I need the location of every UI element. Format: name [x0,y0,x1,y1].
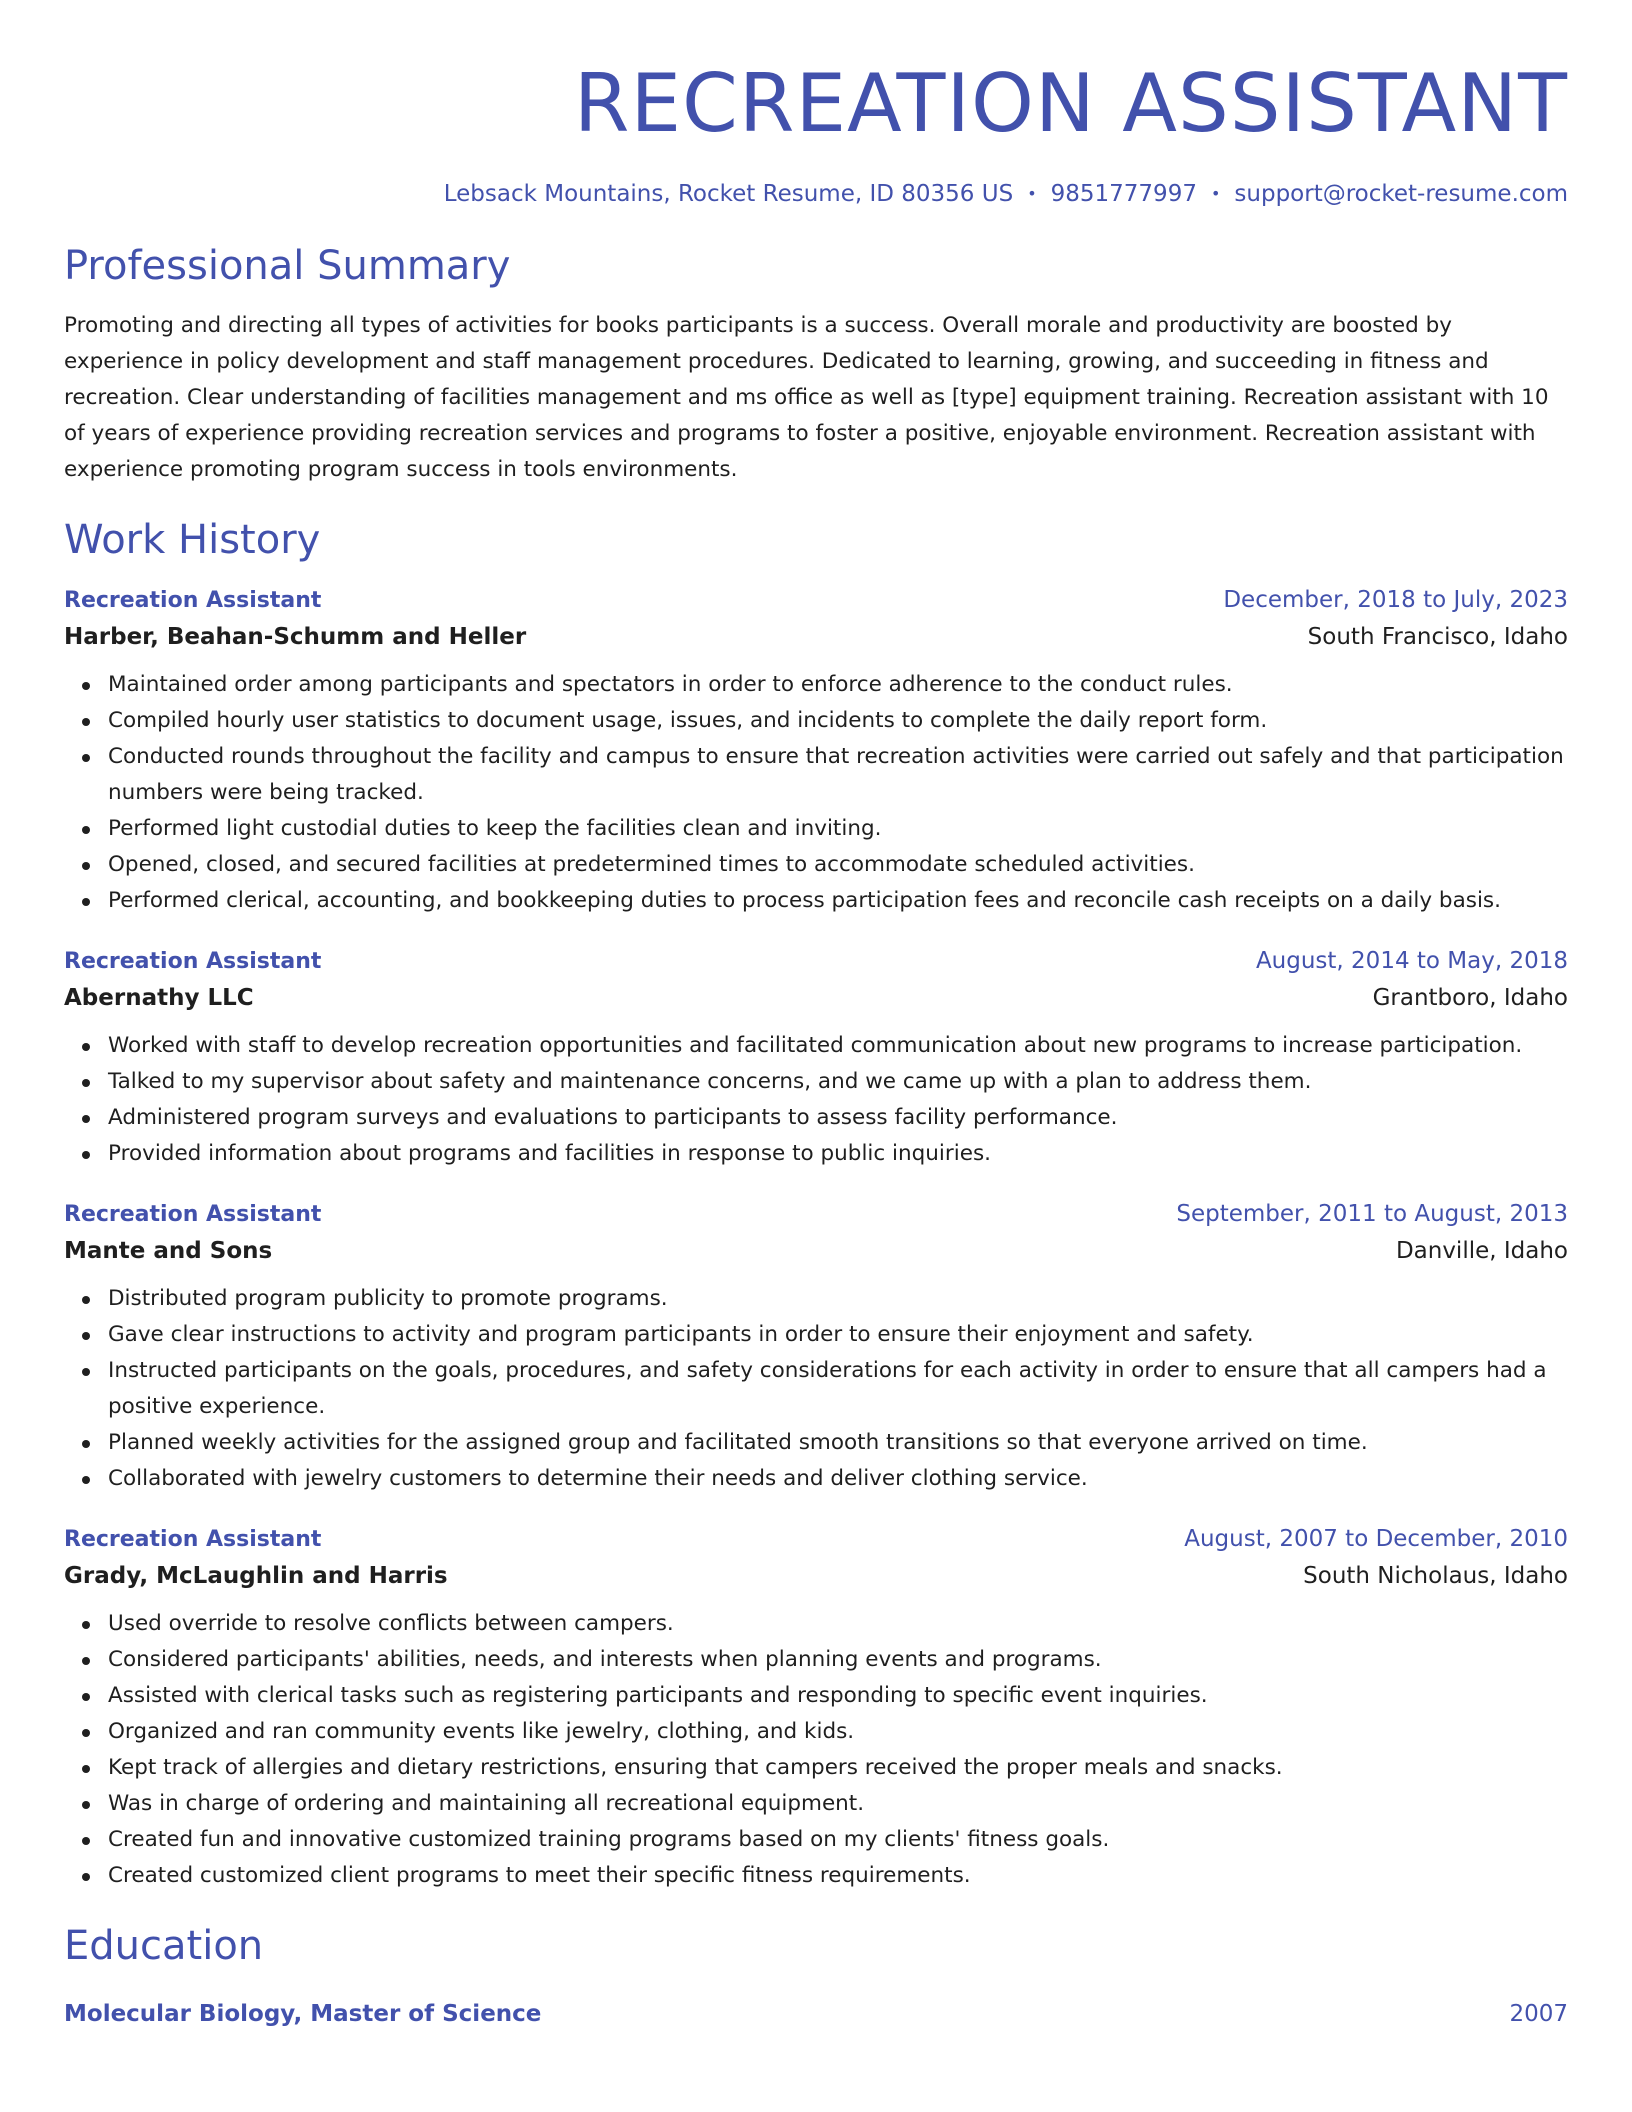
job-duty-item: Opened, closed, and secured facilities at predetermined times to accommodate scheduled activities. [108,847,1568,883]
job-duty-item: Collaborated with jewelry customers to determine their needs and deliver clothing service. [108,1461,1568,1497]
job-entry [64,584,1568,919]
job-duty-item: Compiled hourly user statistics to document usage, issues, and incidents to complete the daily report form. [108,703,1568,739]
job-duties-list [64,667,1568,919]
job-title: Recreation Assistant [64,1527,322,1552]
contact-separator: • [1210,184,1221,203]
job-duty-item: Performed clerical, accounting, and bookkeeping duties to process participation fees and reconcile cash receipts on a daily basis. [108,883,1568,919]
job-duty-item: Conducted rounds throughout the facility and campus to ensure that recreation activities were carried out safely and that participation numbers were being tracked. [108,739,1568,811]
job-company: Abernathy LLC [64,985,254,1011]
job-duty-item: Gave clear instructions to activity and program participants in order to ensure their enjoyment and safety. [108,1317,1568,1353]
job-duty-item: Maintained order among participants and spectators in order to enforce adherence to the conduct rules. [108,667,1568,703]
job-dates: August, 2014 to May, 2018 [1255,948,1568,974]
contact-email[interactable]: support@rocket-resume.com [1234,181,1568,207]
job-company-row [64,617,1568,657]
summary-heading: Professional Summary [64,243,511,289]
job-duty-item: Provided information about programs and facilities in response to public inquiries. [108,1136,1568,1172]
resume-title: RECREATION ASSISTANT [573,57,1568,150]
job-duty-item: Considered participants' abilities, needs, and interests when planning events and programs. [108,1642,1568,1678]
job-duty-item: Administered program surveys and evaluations to participants to assess facility performance. [108,1100,1568,1136]
resume-page [64,0,1568,2030]
job-location: South Nicholaus, Idaho [1303,1563,1568,1589]
job-dates: September, 2011 to August, 2013 [1176,1201,1568,1227]
education-degree: Molecular Biology, Master of Science [64,2001,542,2027]
job-duty-item: Used override to resolve conflicts between campers. [108,1606,1568,1642]
summary-text: Promoting and directing all types of activities for books participants is a success. Overall morale and productivity are boosted by experience in policy development and staff management procedures. Dedicated to learning, growing, and succeeding in fitness and recreation. Clear understanding of facilities management and ms office as well as [type] equipment training. Recreation assistant with 10 of years of experience providing recreation services and programs to foster a positive, enjoyable environment. Recreation assistant with experience promoting program success in tools environments. [64,313,1549,482]
job-duty-item: Distributed program publicity to promote programs. [108,1281,1568,1317]
work-history-heading: Work History [64,517,321,563]
job-duty-item: Organized and ran community events like jewelry, clothing, and kids. [108,1714,1568,1750]
education-entry [64,1998,1568,2030]
contact-address: Lebsack Mountains, Rocket Resume, ID 80356 US [443,181,1014,207]
job-company-row [64,1556,1568,1596]
job-title: Recreation Assistant [64,1202,322,1227]
job-header-row [64,1198,1568,1231]
job-title: Recreation Assistant [64,949,322,974]
job-dates: December, 2018 to July, 2023 [1223,587,1568,613]
job-duties-list [64,1281,1568,1497]
job-duty-item: Created fun and innovative customized training programs based on my clients' fitness goals. [108,1822,1568,1858]
job-title: Recreation Assistant [64,588,322,613]
education-heading: Education [64,1923,264,1969]
job-duty-item: Was in charge of ordering and maintaining all recreational equipment. [108,1786,1568,1822]
job-company-row [64,1231,1568,1271]
job-duty-item: Planned weekly activities for the assigned group and facilitated smooth transitions so that everyone arrived on time. [108,1425,1568,1461]
job-duty-item: Worked with staff to develop recreation opportunities and facilitated communication about new programs to increase participation. [108,1028,1568,1064]
contact-line [64,178,1568,210]
job-location: Danville, Idaho [1395,1238,1568,1264]
job-duty-item: Instructed participants on the goals, procedures, and safety considerations for each activity in order to ensure that all campers had a positive experience. [108,1353,1568,1425]
job-header-row [64,584,1568,617]
job-entry [64,1198,1568,1497]
job-duties-list [64,1028,1568,1172]
job-duty-item: Kept track of allergies and dietary restrictions, ensuring that campers received the proper meals and snacks. [108,1750,1568,1786]
job-entry [64,945,1568,1172]
job-duty-item: Talked to my supervisor about safety and maintenance concerns, and we came up with a plan to address them. [108,1064,1568,1100]
job-location: Grantboro, Idaho [1372,985,1568,1011]
job-company: Grady, McLaughlin and Harris [64,1563,448,1589]
job-company-row [64,978,1568,1018]
job-dates: August, 2007 to December, 2010 [1184,1526,1568,1552]
job-entry [64,1523,1568,1894]
job-duty-item: Assisted with clerical tasks such as registering participants and responding to specific event inquiries. [108,1678,1568,1714]
work-history-list [64,584,1568,1894]
job-duty-item: Created customized client programs to meet their specific fitness requirements. [108,1858,1568,1894]
job-header-row [64,945,1568,978]
education-year: 2007 [1509,2001,1568,2027]
job-header-row [64,1523,1568,1556]
contact-separator: • [1027,184,1037,203]
job-location: South Francisco, Idaho [1307,624,1568,650]
job-company: Mante and Sons [64,1238,273,1264]
job-duties-list [64,1606,1568,1894]
job-duty-item: Performed light custodial duties to keep the facilities clean and inviting. [108,811,1568,847]
contact-phone: 9851777997 [1050,181,1197,207]
job-company: Harber, Beahan-Schumm and Heller [64,624,527,650]
